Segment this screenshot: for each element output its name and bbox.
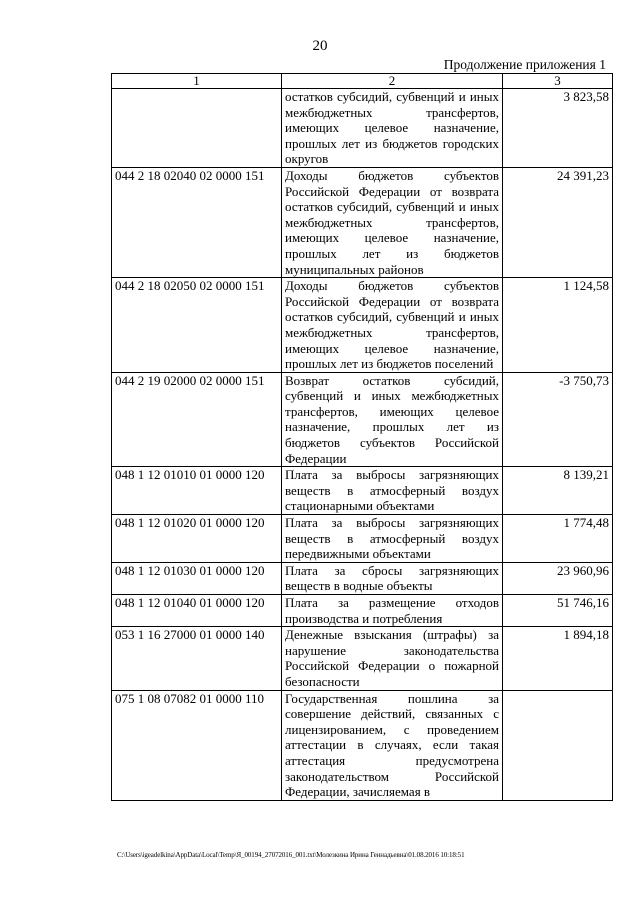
table-row: [112, 690, 613, 800]
column-header: 3: [503, 74, 613, 89]
revenue-amount: [503, 690, 613, 800]
column-header: 1: [112, 74, 282, 89]
classification-code: 053 1 16 27000 01 0000 140: [112, 627, 282, 690]
classification-code: 048 1 12 01040 01 0000 120: [112, 595, 282, 627]
table-row: [112, 372, 613, 467]
table-row: [112, 167, 613, 277]
table-row: [112, 467, 613, 515]
classification-code: 044 2 19 02000 02 0000 151: [112, 372, 282, 467]
table-row: [112, 627, 613, 690]
classification-code: 048 1 12 01020 01 0000 120: [112, 515, 282, 563]
revenue-description: остатков субсидий, субвенций и иных межбюджетных трансфертов, имеющих целевое назначение, прошлых лет из бюджетов городских округов: [282, 89, 503, 168]
revenue-description: Возврат остатков субсидий, субвенций и иных межбюджетных трансфертов, имеющих целевое назначение, прошлых лет из бюджетов субъектов Российской Федерации: [282, 372, 503, 467]
classification-code: 048 1 12 01010 01 0000 120: [112, 467, 282, 515]
continuation-label: Продолжение приложения 1: [443, 57, 606, 72]
footer-file-path: C:\Users\igeadelkina\AppData\Local\Temp\Я_00194_27072016_001.txt\Молезкина Ирина Геннадьевна\01.08.2016 10:18:51: [117, 851, 465, 859]
revenue-amount: 1 124,58: [503, 278, 613, 373]
revenue-amount: 24 391,23: [503, 167, 613, 277]
classification-code: 048 1 12 01030 01 0000 120: [112, 562, 282, 594]
column-header: 2: [282, 74, 503, 89]
revenue-description: Плата за выбросы загрязняющих веществ в атмосферный воздух передвижными объектами: [282, 515, 503, 563]
revenue-amount: 23 960,96: [503, 562, 613, 594]
revenue-amount: 51 746,16: [503, 595, 613, 627]
revenue-amount: 3 823,58: [503, 89, 613, 168]
revenue-description: Плата за выбросы загрязняющих веществ в атмосферный воздух стационарными объектами: [282, 467, 503, 515]
classification-code: 044 2 18 02050 02 0000 151: [112, 278, 282, 373]
revenue-description: Доходы бюджетов субъектов Российской Федерации от возврата остатков субсидий, субвенций и иных межбюджетных трансфертов, имеющих целевое назначение, прошлых лет из бюджетов поселений: [282, 278, 503, 373]
revenue-amount: 1 774,48: [503, 515, 613, 563]
revenue-description: Доходы бюджетов субъектов Российской Федерации от возврата остатков субсидий, субвенций и иных межбюджетных трансфертов, имеющих целевое назначение, прошлых лет из бюджетов муниципальных районов: [282, 167, 503, 277]
revenue-description: Государственная пошлина за совершение действий, связанных с лицензированием, с проведением аттестации в случаях, если такая аттестация предусмотрена законодательством Российской Федерации, зачисляемая в: [282, 690, 503, 800]
revenue-description: Плата за сбросы загрязняющих веществ в водные объекты: [282, 562, 503, 594]
table-header-row: [112, 74, 613, 89]
revenue-amount: 8 139,21: [503, 467, 613, 515]
revenue-amount: -3 750,73: [503, 372, 613, 467]
revenue-table: [111, 73, 613, 801]
classification-code: 075 1 08 07082 01 0000 110: [112, 690, 282, 800]
table-row: [112, 278, 613, 373]
revenue-description: Плата за размещение отходов производства и потребления: [282, 595, 503, 627]
page-number: 20: [312, 38, 328, 54]
table-row: [112, 515, 613, 563]
table-row: [112, 89, 613, 168]
revenue-amount: 1 894,18: [503, 627, 613, 690]
revenue-description: Денежные взыскания (штрафы) за нарушение законодательства Российской Федерации о пожарной безопасности: [282, 627, 503, 690]
classification-code: 044 2 18 02040 02 0000 151: [112, 167, 282, 277]
table-row: [112, 595, 613, 627]
classification-code: [112, 89, 282, 168]
table-row: [112, 562, 613, 594]
